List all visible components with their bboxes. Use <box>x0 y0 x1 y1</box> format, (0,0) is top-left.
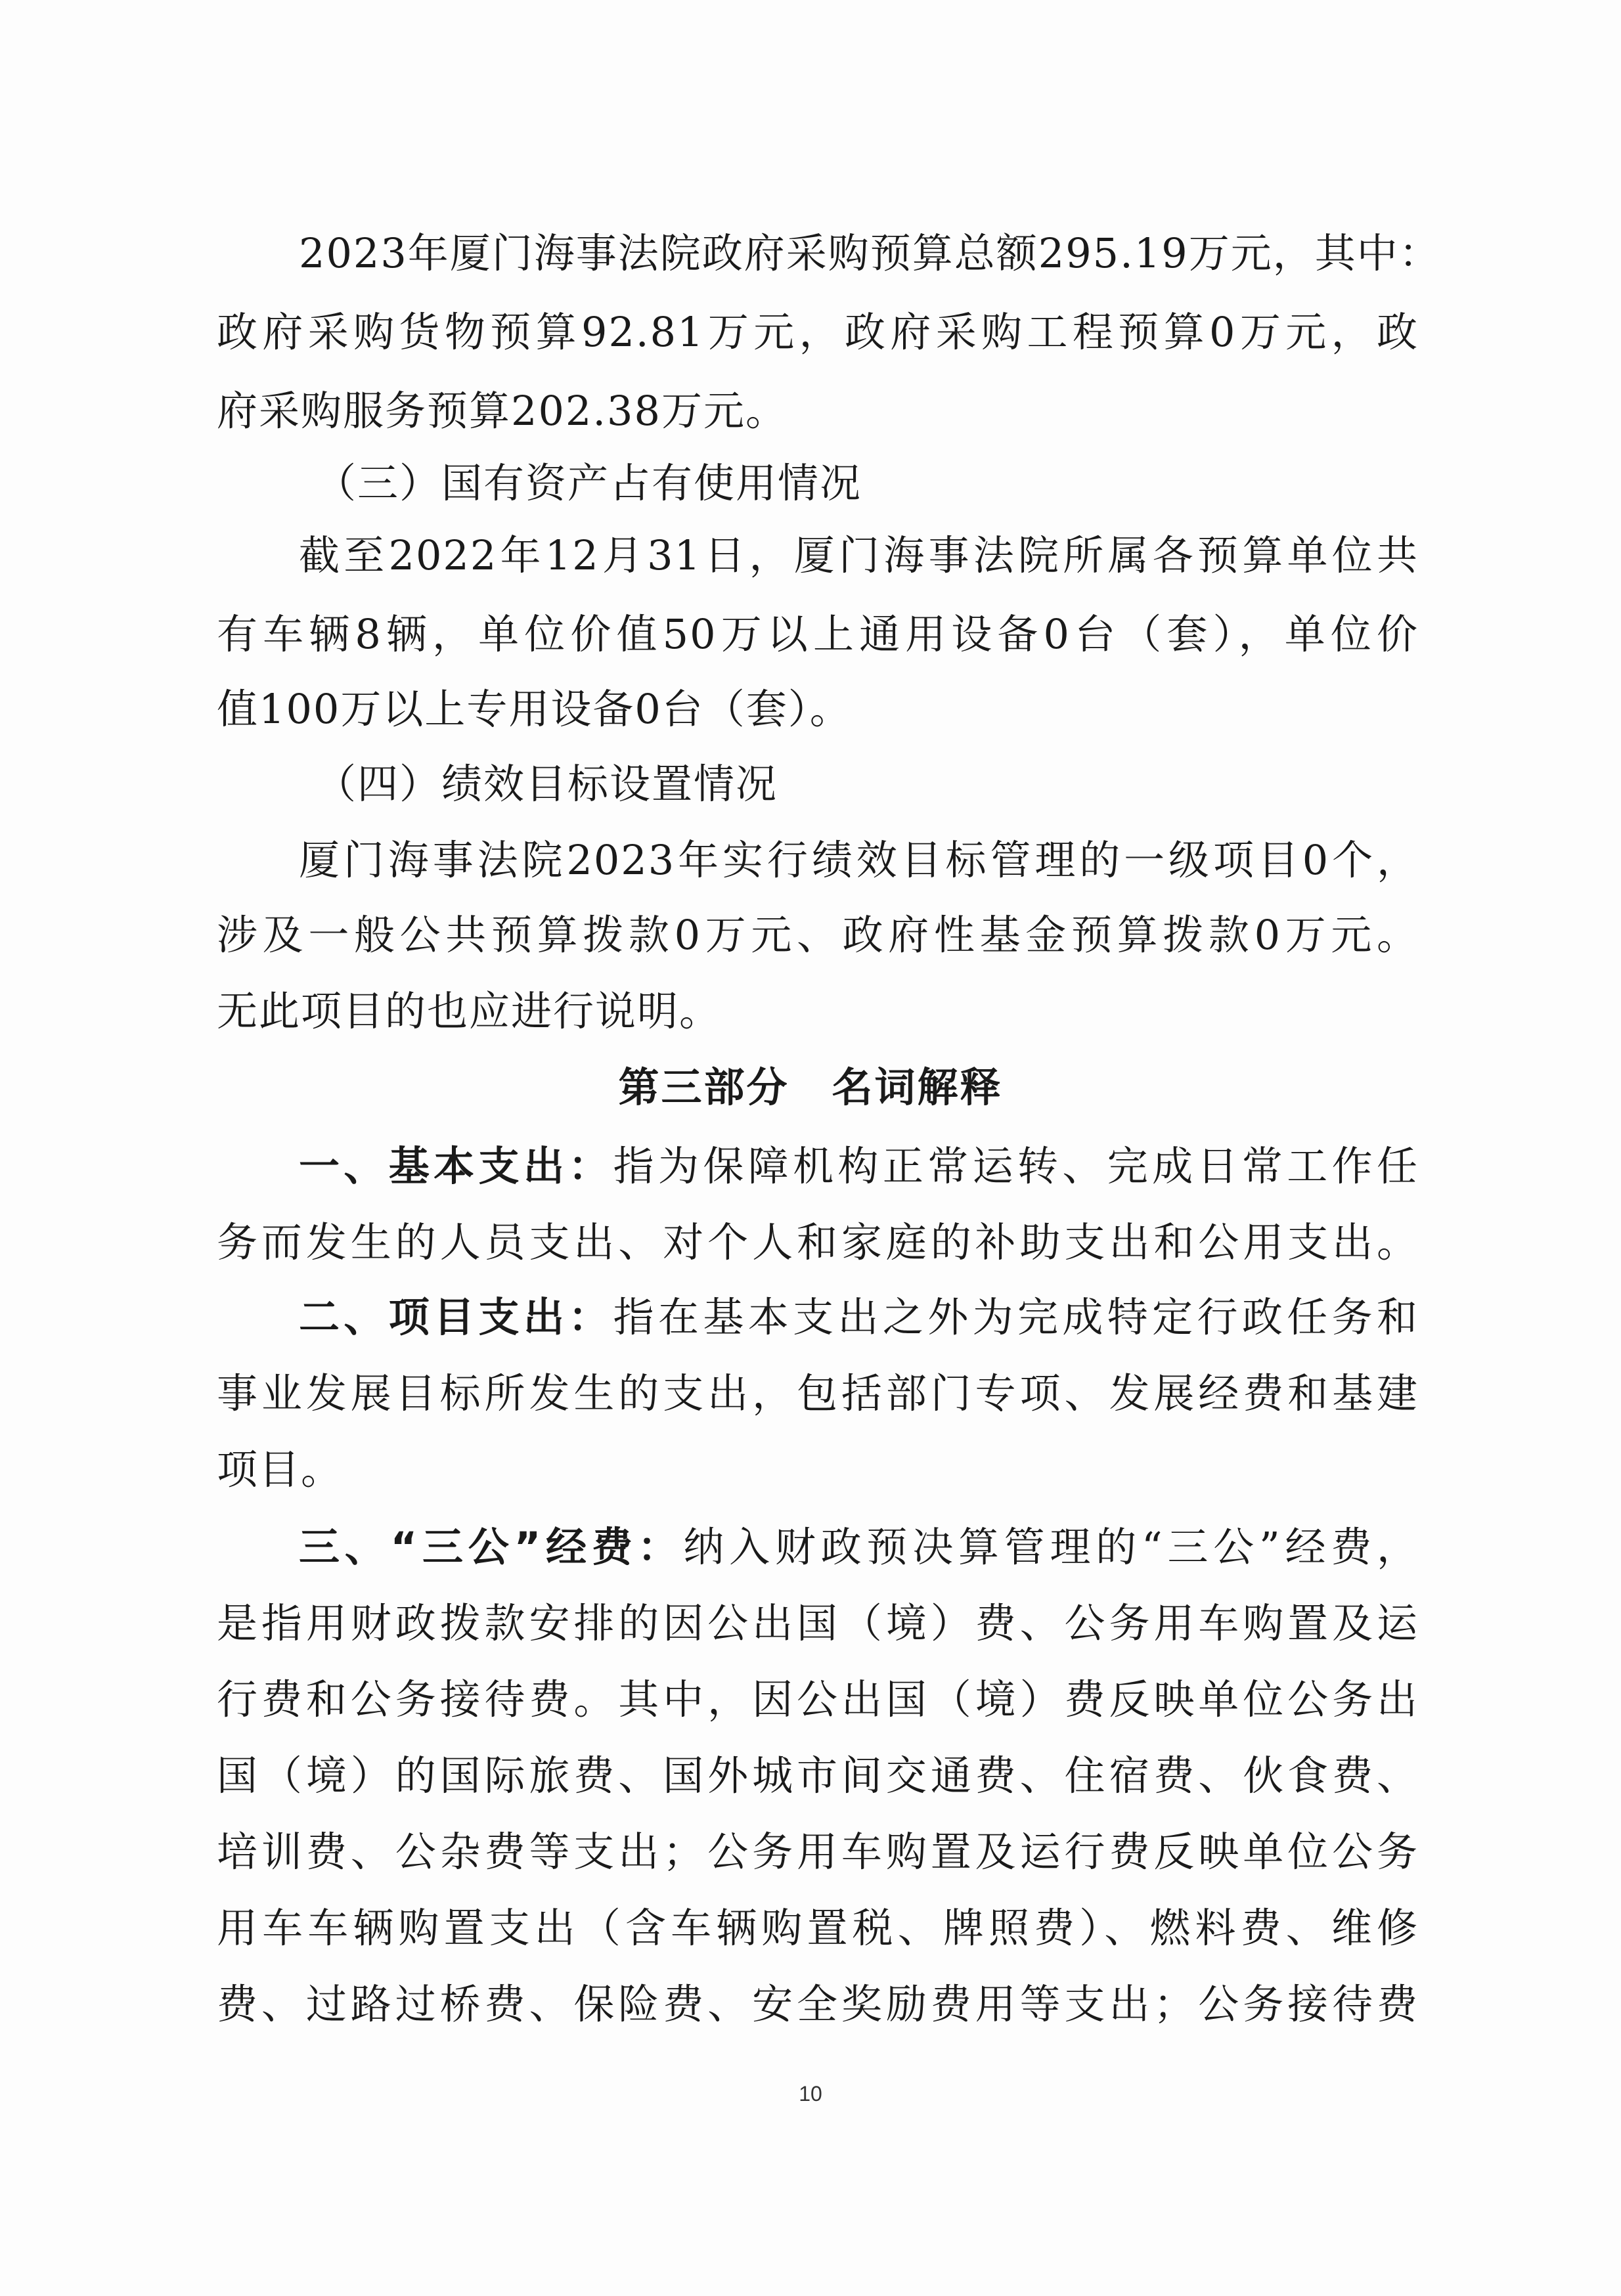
paragraph-line: 府采购服务预算202.38万元。 <box>217 387 788 435</box>
paragraph-line: 事业发展目标所发生的支出，包括部门专项、发展经费和基建 <box>217 1369 1419 1417</box>
subsection-heading: （四）绩效目标设置情况 <box>315 760 778 808</box>
paragraph-line: 无此项目的也应进行说明。 <box>217 987 722 1035</box>
paragraph-line: 国（境）的国际旅费、国外城市间交通费、住宿费、伙食费、 <box>217 1752 1419 1799</box>
term-definition-line <box>299 1508 1419 1587</box>
term-label: 二、项目支出： <box>299 1293 613 1341</box>
paragraph-line: 厦门海事法院2023年实行绩效目标管理的一级项目0个， <box>299 836 1419 884</box>
paragraph-line: 有车辆8辆，单位价值50万以上通用设备0台（套），单位价 <box>217 610 1419 658</box>
term-label: 三、“三公”经费： <box>299 1523 684 1571</box>
paragraph-line: 培训费、公杂费等支出；公务用车购置及运行费反映单位公务 <box>217 1828 1419 1876</box>
paragraph-line: 用车车辆购置支出（含车辆购置税、牌照费）、燃料费、维修 <box>217 1904 1419 1952</box>
term-text: 指在基本支出之外为完成特定行政任务和 <box>613 1293 1419 1341</box>
section-heading: 第三部分 名词解释 <box>618 1063 1003 1111</box>
term-definition-line <box>299 1127 1419 1206</box>
paragraph-line: 值100万以上专用设备0台（套）。 <box>217 685 852 733</box>
paragraph-line: 政府采购货物预算92.81万元，政府采购工程预算0万元，政 <box>217 308 1419 356</box>
paragraph-line: 费、过路过桥费、保险费、安全奖励费用等支出；公务接待费 <box>217 1980 1419 2028</box>
paragraph-line: 截至2022年12月31日，厦门海事法院所属各预算单位共 <box>299 531 1419 579</box>
term-definition-line <box>299 1278 1419 1357</box>
term-label: 一、基本支出： <box>299 1142 613 1190</box>
paragraph-line: 是指用财政拨款安排的因公出国（境）费、公务用车购置及运 <box>217 1599 1419 1647</box>
term-text: 指为保障机构正常运转、完成日常工作任 <box>613 1142 1419 1190</box>
paragraph-line: 行费和公务接待费。其中，因公出国（境）费反映单位公务出 <box>217 1675 1419 1723</box>
term-text: 纳入财政预决算管理的“三公”经费， <box>683 1523 1419 1571</box>
paragraph-line: 务而发生的人员支出、对个人和家庭的补助支出和公用支出。 <box>217 1218 1419 1266</box>
page-number: 10 <box>799 2082 822 2106</box>
subsection-heading: （三）国有资产占有使用情况 <box>315 459 862 507</box>
paragraph-line: 项目。 <box>217 1446 344 1493</box>
paragraph-line: 2023年厦门海事法院政府采购预算总额295.19万元，其中： <box>299 229 1441 277</box>
paragraph-line: 涉及一般公共预算拨款0万元、政府性基金预算拨款0万元。 <box>217 911 1419 959</box>
